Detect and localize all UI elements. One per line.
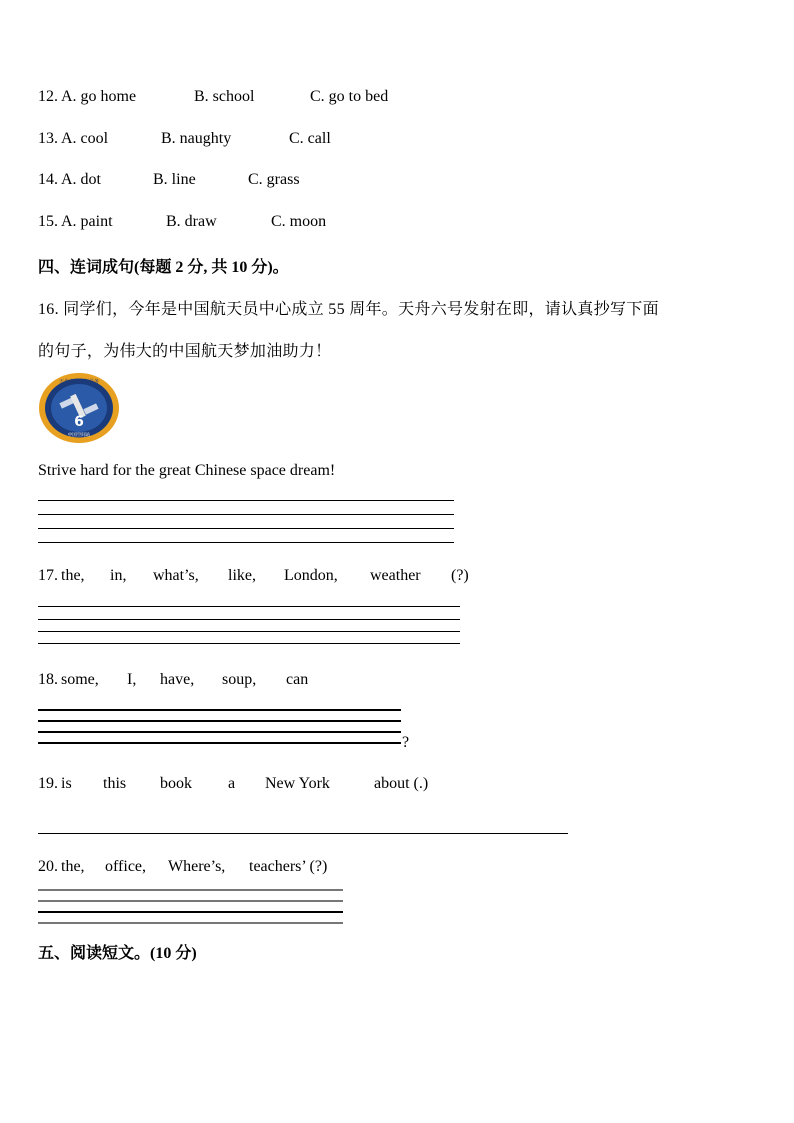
option-c: C. call	[289, 130, 331, 147]
word-tile: the,	[61, 567, 85, 584]
word-tile: Where’s,	[168, 858, 226, 875]
option-a: A. cool	[61, 130, 109, 147]
svg-text:6: 6	[74, 414, 84, 430]
word-tile: I,	[127, 671, 137, 688]
writing-line	[38, 720, 401, 722]
writing-line	[38, 631, 460, 632]
writing-line	[38, 606, 460, 607]
word-tile: is	[61, 775, 72, 792]
word-tile: teachers’ (?)	[249, 858, 328, 875]
writing-line	[38, 922, 343, 924]
writing-line	[38, 514, 454, 515]
word-tile: the,	[61, 858, 85, 875]
option-c: C. grass	[248, 171, 300, 188]
word-tile: New York	[265, 775, 330, 792]
writing-line	[38, 500, 454, 501]
word-tile: about (.)	[374, 775, 429, 792]
writing-line	[38, 731, 401, 733]
question-number: 18.	[38, 671, 58, 688]
option-a: A. go home	[61, 88, 137, 105]
writing-line	[38, 709, 401, 711]
section-4-title: 四、连词成句(每题 2 分, 共 10 分)。	[38, 259, 289, 276]
question-number: 17.	[38, 567, 58, 584]
word-tile: London,	[284, 567, 338, 584]
word-tile: book	[160, 775, 192, 792]
q16-instruction-line1: 16. 同学们，今年是中国航天员中心成立 55 周年。天舟六号发射在即，请认真抄写下面	[38, 301, 659, 318]
question-number: 13.	[38, 130, 58, 147]
logo-text-bottom: 中国空间站	[67, 433, 91, 438]
writing-line	[38, 911, 343, 913]
writing-line	[38, 542, 454, 543]
word-tile: soup,	[222, 671, 257, 688]
word-tile: (?)	[451, 567, 469, 584]
option-b: B. naughty	[161, 130, 232, 147]
tianzhou-mission-logo	[38, 372, 120, 444]
option-b: B. draw	[166, 213, 217, 230]
q19-answer-line	[38, 833, 568, 834]
word-tile: in,	[110, 567, 127, 584]
word-tile: can	[286, 671, 309, 688]
option-c: C. go to bed	[310, 88, 389, 105]
option-b: B. school	[194, 88, 255, 105]
word-tile: weather	[370, 567, 421, 584]
question-number: 20.	[38, 858, 58, 875]
writing-line	[38, 742, 401, 744]
word-tile: like,	[228, 567, 256, 584]
q16-sentence: Strive hard for the great Chinese space dream!	[38, 462, 336, 479]
writing-line	[38, 900, 343, 902]
section-5-title: 五、阅读短文。(10 分)	[38, 945, 197, 962]
option-c: C. moon	[271, 213, 327, 230]
writing-line	[38, 619, 460, 620]
word-tile: office,	[105, 858, 147, 875]
question-number: 19.	[38, 775, 58, 792]
word-tile: some,	[61, 671, 99, 688]
writing-line	[38, 889, 343, 891]
option-a: A. paint	[61, 213, 113, 230]
word-tile: a	[228, 775, 236, 792]
writing-line	[38, 643, 460, 644]
logo-text-top: 天舟六号飞行任务	[58, 379, 100, 385]
word-tile: have,	[160, 671, 195, 688]
word-tile: what’s,	[153, 567, 199, 584]
option-a: A. dot	[61, 171, 101, 188]
question-number: 15.	[38, 213, 58, 230]
word-tile: this	[103, 775, 127, 792]
writing-line	[38, 528, 454, 529]
question-number: 12.	[38, 88, 58, 105]
question-mark: ?	[402, 734, 410, 751]
option-b: B. line	[153, 171, 196, 188]
q16-instruction-line2: 的句子，为伟大的中国航天梦加油助力！	[38, 343, 332, 360]
question-number: 14.	[38, 171, 58, 188]
